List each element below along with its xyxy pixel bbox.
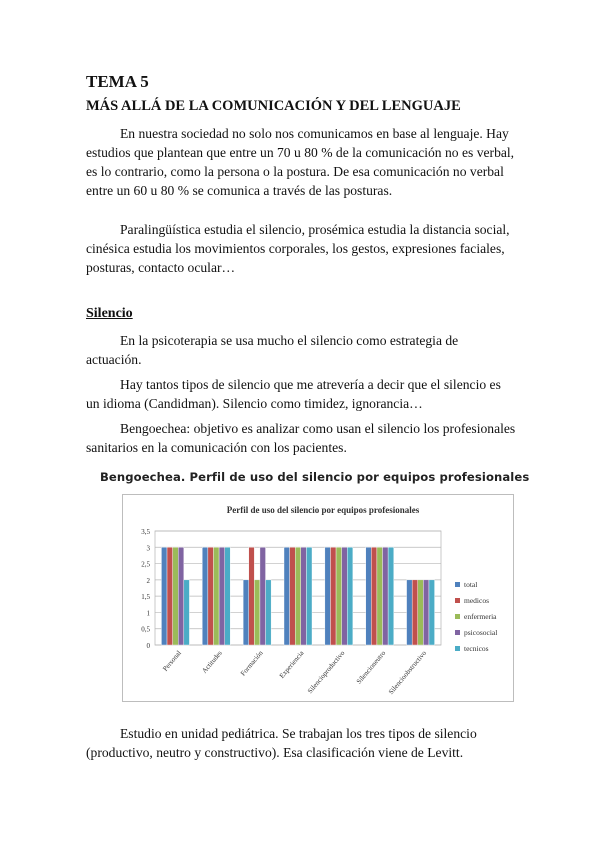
bar-total-0 bbox=[161, 547, 167, 645]
y-tick-label: 3 bbox=[146, 544, 150, 553]
legend-swatch-psicosocial bbox=[455, 630, 460, 635]
paragraph-2: Paralingüística estudia el silencio, prosémica estudia la distancia social, cinésica estudia los movimientos corporales, los gestos, expresiones faciales, posturas, contacto ocular… bbox=[86, 222, 510, 275]
x-tick-label: Formación bbox=[239, 649, 265, 678]
bar-total-5 bbox=[366, 547, 372, 645]
bar-medicos-5 bbox=[371, 547, 377, 645]
figure-title: Bengoechea. Perfil de uso del silencio por equipos profesionales bbox=[100, 470, 530, 484]
legend-swatch-medicos bbox=[455, 598, 460, 603]
y-tick-label: 3,5 bbox=[141, 528, 150, 536]
legend-swatch-total bbox=[455, 582, 460, 587]
bar-total-1 bbox=[202, 547, 208, 645]
topic-heading: MÁS ALLÁ DE LA COMUNICACIÓN Y DEL LENGUAJE bbox=[86, 98, 461, 114]
x-tick-label: Silencioobstructivo bbox=[386, 649, 429, 696]
bar-total-6 bbox=[407, 580, 413, 645]
x-tick-label: Silencioproductivo bbox=[306, 649, 347, 696]
topic-number: TEMA 5 bbox=[86, 72, 149, 91]
y-tick-label: 2,5 bbox=[141, 560, 150, 569]
bar-medicos-1 bbox=[208, 547, 214, 645]
legend-label-tecnicos: tecnicos bbox=[464, 644, 489, 653]
paragraph-3: En la psicoterapia se usa mucho el silencio como estrategia de actuación. bbox=[86, 333, 459, 367]
bar-psicosocial-0 bbox=[178, 547, 184, 645]
paragraph-6: Estudio en unidad pediátrica. Se trabajan los tres tipos de silencio (productivo, neutro y constructivo). Esa clasificación viene de Levitt. bbox=[86, 726, 477, 760]
bar-enfermeria-2 bbox=[254, 580, 260, 645]
bar-total-3 bbox=[284, 547, 290, 645]
paragraph-1: En nuestra sociedad no solo nos comunicamos en base al lenguaje. Hay estudios que plantean que entre un 70 u 80 % de la comunicación no es verbal, es lo contrario, como la persona o la postura. De esa comunicación no verbal entre un 60 u 80 % se comunica a través de las posturas. bbox=[86, 126, 515, 198]
y-tick-label: 1,5 bbox=[141, 593, 150, 602]
chart-title: Perfil de uso del silencio por equipos profesionales bbox=[226, 505, 420, 515]
bar-enfermeria-4 bbox=[336, 547, 342, 645]
x-tick-label: Actitudes bbox=[200, 649, 224, 675]
paragraph-5: Bengoechea: objetivo es analizar como usan el silencio los profesionales sanitarios en la comunicación con los pacientes. bbox=[86, 421, 516, 455]
paragraph-4: Hay tantos tipos de silencio que me atrevería a decir que el silencio es un idioma (Candidman). Silencio como timidez, ignorancia… bbox=[86, 377, 501, 411]
section-title-silencio: Silencio bbox=[86, 306, 133, 321]
bar-tecnicos-4 bbox=[347, 547, 353, 645]
bar-tecnicos-2 bbox=[266, 580, 272, 645]
bar-medicos-4 bbox=[330, 547, 336, 645]
y-tick-label: 0 bbox=[146, 642, 150, 650]
bar-tecnicos-6 bbox=[429, 580, 435, 645]
bar-psicosocial-6 bbox=[423, 580, 429, 645]
bar-psicosocial-1 bbox=[219, 547, 225, 645]
y-tick-label: 0,5 bbox=[141, 625, 150, 634]
legend-swatch-tecnicos bbox=[455, 646, 460, 651]
legend-label-medicos: medicos bbox=[464, 596, 489, 605]
bar-total-2 bbox=[243, 580, 249, 645]
bar-psicosocial-4 bbox=[342, 547, 348, 645]
legend-swatch-enfermeria bbox=[455, 614, 460, 619]
legend-label-psicosocial: psicosocial bbox=[464, 628, 498, 637]
bar-chart bbox=[123, 495, 513, 701]
bar-tecnicos-5 bbox=[388, 547, 394, 645]
bar-psicosocial-2 bbox=[260, 547, 266, 645]
bar-tecnicos-3 bbox=[306, 547, 312, 645]
bar-tecnicos-1 bbox=[225, 547, 231, 645]
x-tick-label: Personal bbox=[161, 649, 183, 673]
x-tick-label: Silencioneutro bbox=[354, 649, 388, 686]
bar-medicos-2 bbox=[249, 547, 255, 645]
bar-enfermeria-6 bbox=[418, 580, 424, 645]
bar-medicos-0 bbox=[167, 547, 173, 645]
bar-psicosocial-3 bbox=[301, 547, 307, 645]
bar-enfermeria-1 bbox=[213, 547, 219, 645]
y-tick-label: 1 bbox=[146, 609, 150, 618]
bar-medicos-3 bbox=[290, 547, 296, 645]
legend-label-enfermeria: enfermeria bbox=[464, 612, 497, 621]
bar-enfermeria-5 bbox=[377, 547, 383, 645]
legend-label-total: total bbox=[464, 580, 478, 589]
y-tick-label: 2 bbox=[146, 576, 150, 585]
chart-frame bbox=[122, 494, 514, 702]
bar-total-4 bbox=[325, 547, 331, 645]
bar-enfermeria-0 bbox=[173, 547, 179, 645]
bar-enfermeria-3 bbox=[295, 547, 301, 645]
bar-tecnicos-0 bbox=[184, 580, 190, 645]
x-tick-label: Experiencia bbox=[277, 649, 306, 680]
bar-medicos-6 bbox=[412, 580, 418, 645]
bar-psicosocial-5 bbox=[383, 547, 389, 645]
